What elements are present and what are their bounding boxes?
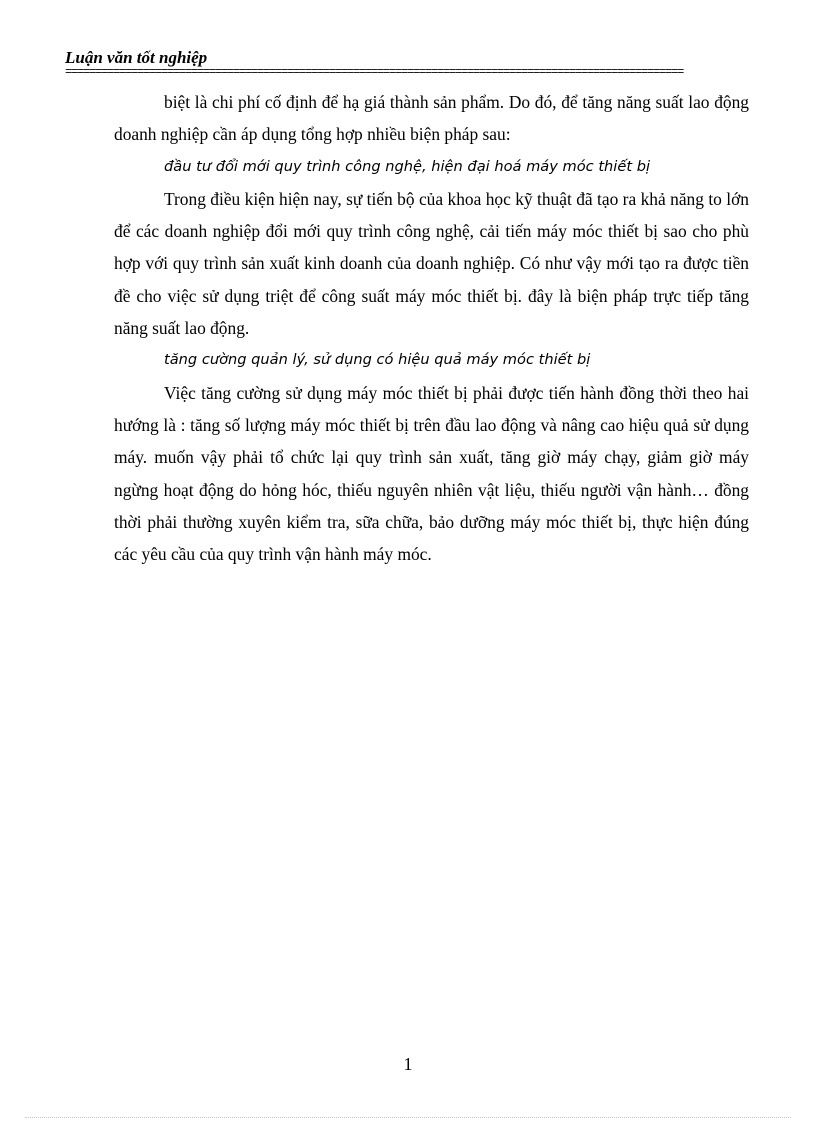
subheading-italic: tăng cường quản lý, sử dụng có hiệu quả máy móc thiết bị (164, 351, 591, 369)
page-number: 1 (403, 1054, 413, 1074)
document-header-title: Luận văn tốt nghiệp (65, 48, 208, 67)
document-body (114, 86, 749, 570)
page-bottom-divider (25, 1117, 791, 1118)
header-separator-rule: ======================================================================================================= (65, 66, 684, 78)
subheading-italic: đầu tư đổi mới quy trình công nghệ, hiện đại hoá máy móc thiết bị (164, 157, 651, 175)
body-paragraph: Việc tăng cường sử dụng máy móc thiết bị phải được tiến hành đồng thời theo hai hướng là : tăng số lượng máy móc thiết bị trên đầu lao động và nâng cao hiệu quả sử dụng máy. muốn vậy phải tổ chức lại quy trình sản xuất, tăng giờ máy chạy, giảm giờ máy ngừng hoạt động do hỏng hóc, thiếu nguyên nhiên vật liệu, thiếu người vận hành… đồng thời phải thường xuyên kiểm tra, sữa chữa, bảo dưỡng máy móc thiết bị, thực hiện đúng các yêu cầu của quy trình vận hành máy móc. (114, 382, 749, 565)
body-paragraph: Trong điều kiện hiện nay, sự tiến bộ của khoa học kỹ thuật đã tạo ra khả năng to lớn để các doanh nghiệp đổi mới quy trình công nghệ, cải tiến máy móc thiết bị sao cho phù hợp với quy trình sản xuất kinh doanh của doanh nghiệp. Có như vậy mới tạo ra được tiền đề cho việc sử dụng triệt để công suất máy móc thiết bị. đây là biện pháp trực tiếp tăng năng suất lao động. (114, 188, 749, 339)
body-paragraph: biệt là chi phí cố định để hạ giá thành sản phẩm. Do đó, để tăng năng suất lao động doanh nghiệp cần áp dụng tổng hợp nhiều biện pháp sau: (114, 92, 749, 145)
